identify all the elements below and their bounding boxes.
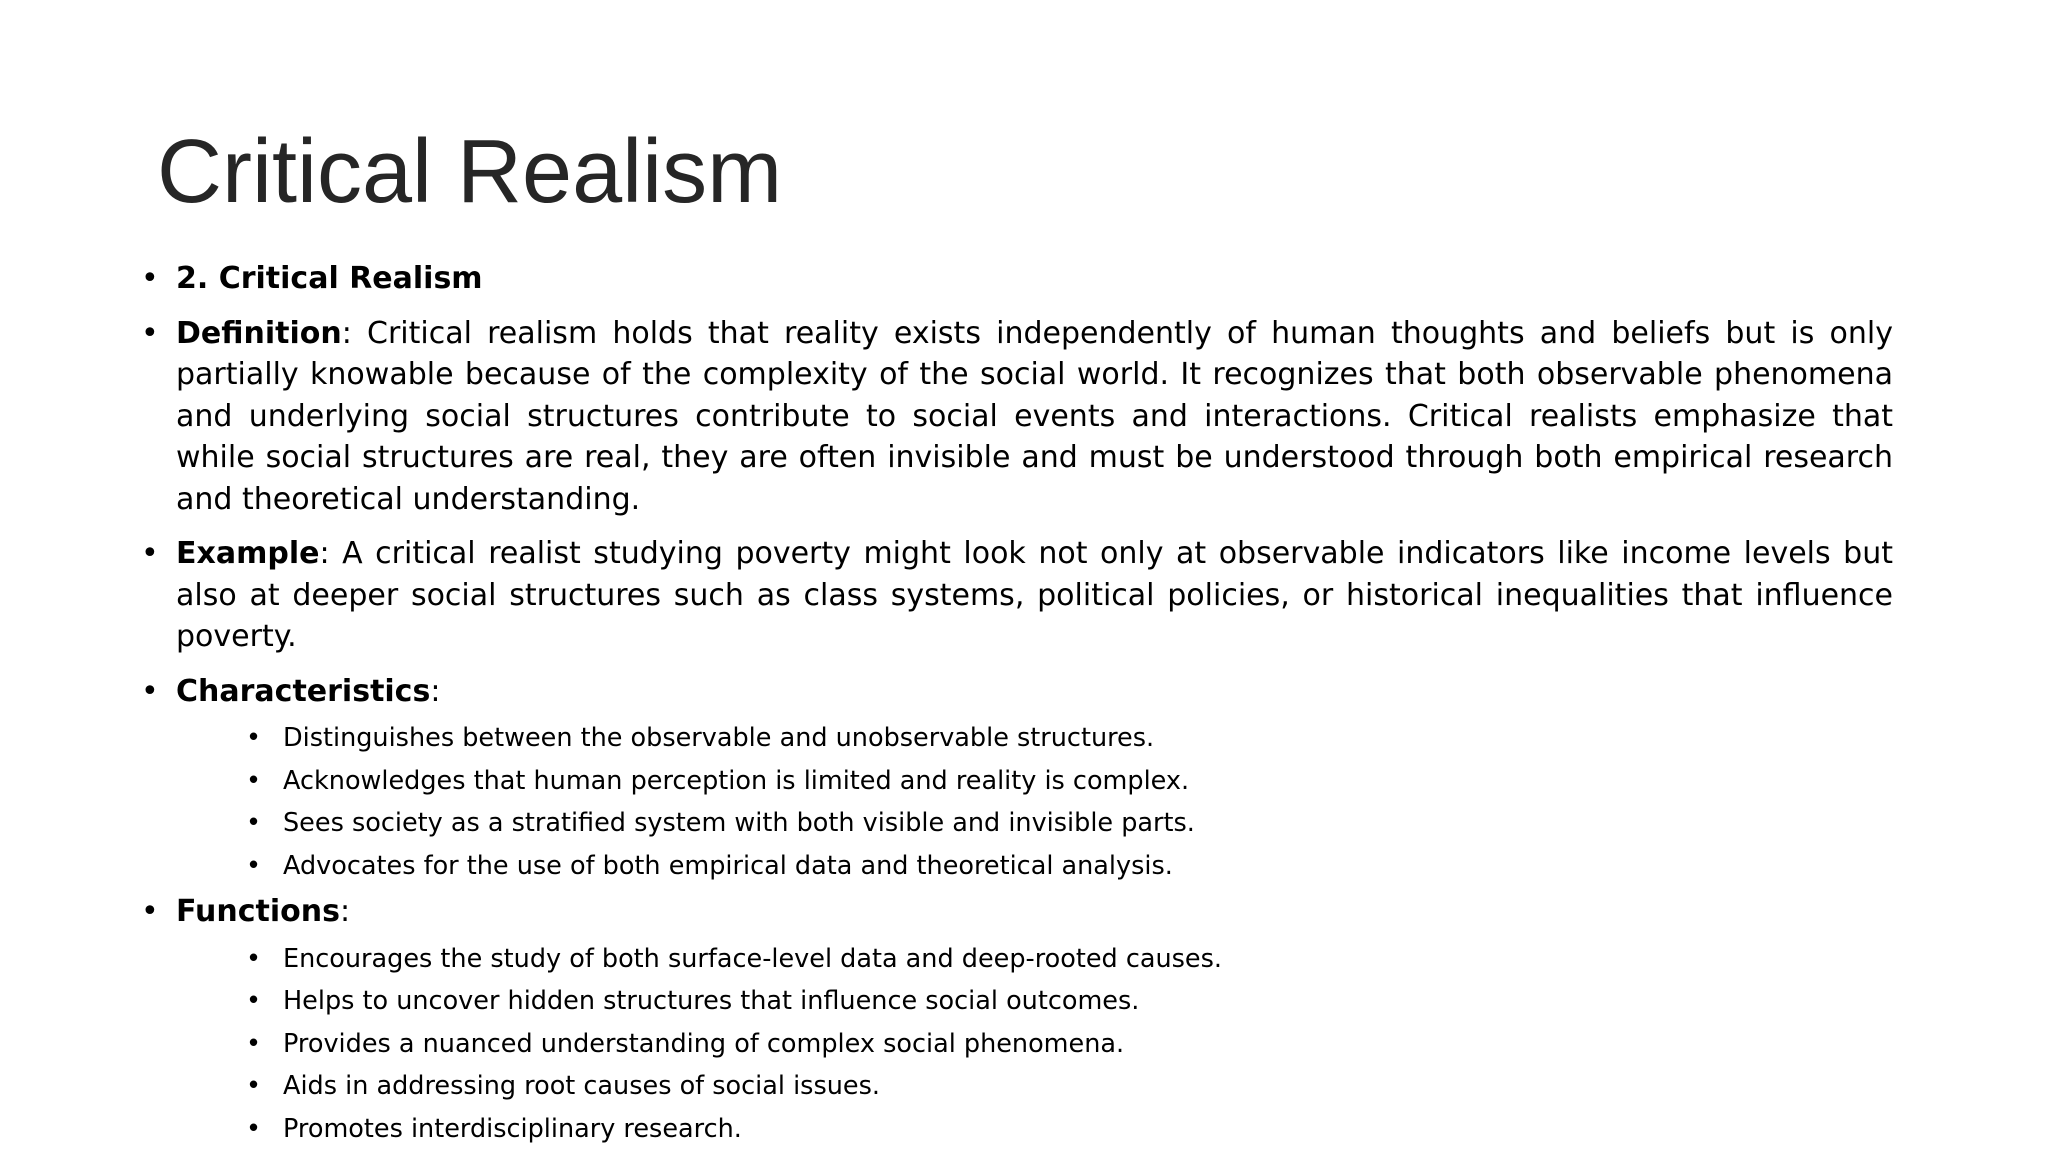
characteristic-text: Distinguishes between the observable and unobservable structures. bbox=[283, 723, 1155, 753]
bullet-icon: • bbox=[246, 1028, 262, 1059]
bullet-icon: • bbox=[141, 673, 159, 709]
list-item-example bbox=[141, 533, 1893, 658]
sub-list-item bbox=[176, 717, 1893, 760]
functions-sublist bbox=[176, 938, 1893, 1151]
bullet-icon: • bbox=[246, 986, 262, 1016]
bullet-icon: • bbox=[246, 850, 262, 881]
sub-list-item bbox=[176, 845, 1893, 888]
characteristic-text: Sees society as a stratified system with both visible and invisible parts. bbox=[283, 808, 1195, 838]
bullet-icon: • bbox=[141, 261, 159, 296]
slide-title: Critical Realism bbox=[157, 122, 783, 222]
functions-colon: : bbox=[339, 894, 351, 929]
characteristics-colon: : bbox=[430, 673, 441, 709]
characteristics-sublist bbox=[176, 717, 1893, 887]
bullet-list bbox=[141, 258, 1893, 1150]
function-text: Encourages the study of both surface-level data and deep-rooted causes. bbox=[283, 943, 1222, 974]
bullet-icon: • bbox=[141, 536, 159, 571]
sub-list-item bbox=[176, 760, 1893, 803]
bullet-icon: • bbox=[246, 765, 262, 796]
characteristic-text: Advocates for the use of both empirical data and theoretical analysis. bbox=[283, 850, 1173, 881]
bullet-icon: • bbox=[246, 723, 262, 753]
functions-label: Functions bbox=[176, 894, 340, 929]
function-text: Helps to uncover hidden structures that influence social outcomes. bbox=[283, 986, 1140, 1016]
function-text: Provides a nuanced understanding of complex social phenomena. bbox=[283, 1028, 1125, 1059]
characteristics-label: Characteristics bbox=[176, 673, 431, 709]
sub-list-item bbox=[176, 1023, 1893, 1066]
sub-list-item bbox=[176, 980, 1893, 1023]
sub-list-item bbox=[176, 938, 1893, 981]
bullet-icon: • bbox=[246, 1113, 262, 1144]
sub-list-item bbox=[176, 1108, 1893, 1151]
example-label: Example bbox=[176, 536, 320, 571]
list-item-definition bbox=[141, 313, 1893, 521]
item-heading-bold: 2. Critical Realism bbox=[176, 261, 483, 296]
sub-list-item bbox=[176, 802, 1893, 845]
list-item-heading bbox=[141, 258, 1893, 300]
example-text: : A critical realist studying poverty might look not only at observable indicators like income levels but also at deeper social structures such as class systems, political policies, or historical inequalities that influence poverty. bbox=[176, 536, 1893, 654]
characteristic-text: Acknowledges that human perception is limited and reality is complex. bbox=[283, 765, 1190, 796]
list-item-functions bbox=[141, 891, 1893, 1150]
list-item-characteristics bbox=[141, 671, 1893, 888]
bullet-icon: • bbox=[246, 1071, 262, 1101]
definition-text: : Critical realism holds that reality exists independently of human thoughts and beliefs but is only partially knowable because of the complexity of the social world. It recognizes that both observable phenomena and underlying social structures contribute to social events and interactions. Critical realists emphasize that while social structures are real, they are often invisible and must be understood through both empirical research and theoretical understanding. bbox=[176, 315, 1893, 517]
bullet-icon: • bbox=[246, 943, 262, 974]
bullet-icon: • bbox=[141, 894, 159, 929]
bullet-icon: • bbox=[141, 315, 159, 351]
slide-body bbox=[141, 258, 1893, 1154]
function-text: Promotes interdisciplinary research. bbox=[283, 1113, 742, 1144]
definition-label: Definition bbox=[176, 315, 342, 351]
function-text: Aids in addressing root causes of social issues. bbox=[283, 1071, 880, 1101]
sub-list-item bbox=[176, 1065, 1893, 1108]
bullet-icon: • bbox=[246, 808, 262, 838]
